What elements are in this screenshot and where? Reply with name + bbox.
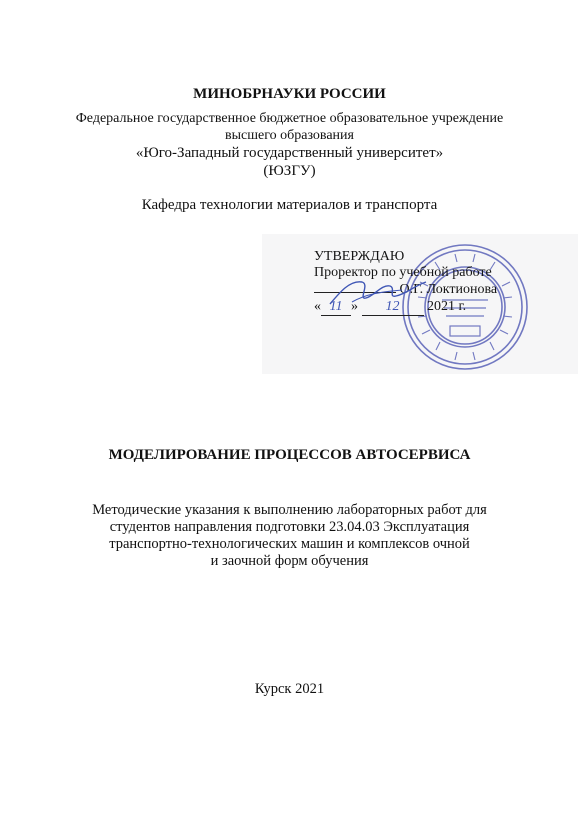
institution-line-2: высшего образования [225,128,354,143]
date-open-quote: « [314,299,321,314]
approve-word: УТВЕРЖДАЮ [314,249,405,264]
ministry-heading: МИНОБРНАУКИ РОССИИ [193,86,386,102]
description-line-1: Методические указания к выполнению лабораторных работ для [92,502,487,518]
university-name: «Юго-Западный государственный университет» [135,145,444,161]
approver-name: О.Г. Локтионова [399,282,498,297]
department-name: Кафедра технологии материалов и транспорта [141,197,438,213]
handwritten-signature-icon [322,272,432,312]
date-day: 11 [321,299,351,316]
document-description [0,502,579,570]
approval-block [262,234,578,374]
university-abbr: (ЮЗГУ) [263,163,316,179]
approver-position: Проректор по учебной работе [314,265,492,280]
description-line-2: студентов направления подготовки 23.04.03 Эксплуатация [109,519,470,535]
city-year: Курск 2021 [254,681,325,697]
institution-line-1: Федеральное государственное бюджетное образовательное учреждение [75,111,504,126]
date-month: 12 [362,299,424,316]
document-title: МОДЕЛИРОВАНИЕ ПРОЦЕССОВ АВТОСЕРВИСА [108,447,471,463]
date-year: 2021 г. [427,299,467,314]
description-line-4: и заочной форм обучения [210,553,369,569]
date-close-quote: » [351,299,358,314]
description-line-3: транспортно-технологических машин и комплексов очной [109,536,470,552]
